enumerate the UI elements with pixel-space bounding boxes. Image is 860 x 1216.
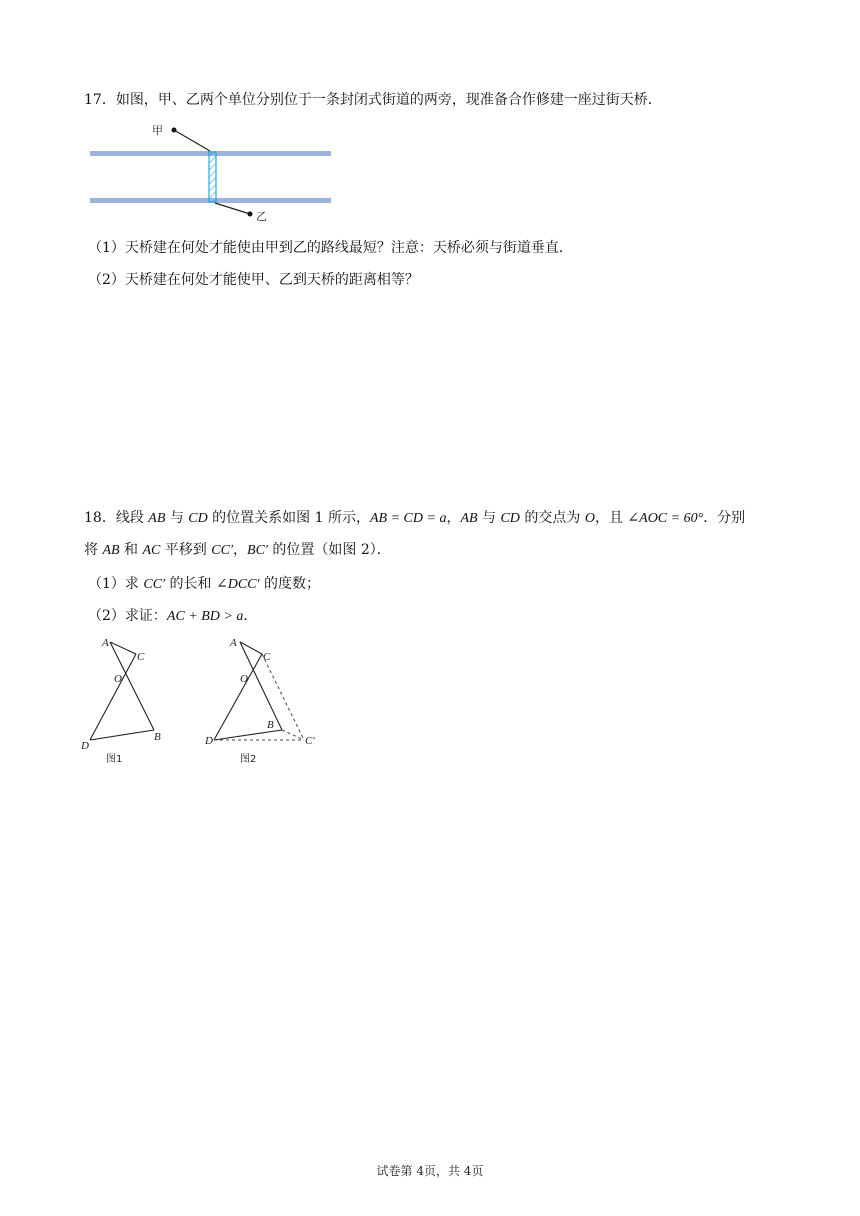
label-C: C — [263, 651, 271, 663]
segment-AC — [110, 642, 136, 654]
math: ∠DCC′ — [216, 577, 260, 592]
label-Cprime: C′ — [305, 735, 315, 747]
text: 和 — [119, 542, 143, 558]
math: O — [584, 511, 595, 526]
label-O: O — [114, 673, 122, 685]
math: ∠AOC = 60° — [627, 511, 704, 526]
segment-DB — [90, 730, 154, 740]
text: （2）求证： — [88, 608, 167, 624]
text: ， — [233, 542, 248, 558]
text: 的长和 — [165, 576, 217, 592]
label-D: D — [205, 735, 213, 747]
label-yi: 乙 — [256, 210, 267, 223]
label-D: D — [81, 740, 89, 752]
text: ， — [446, 510, 461, 526]
segment-AB — [110, 642, 154, 730]
q18-line1 — [84, 508, 745, 529]
text: 的位置关系如图 1 所示， — [207, 510, 370, 526]
math: CC′ — [211, 543, 234, 558]
page-footer: 试卷第 4页，共 4页 — [376, 1164, 484, 1178]
text: 将 — [84, 542, 103, 558]
text: 平移到 — [160, 542, 212, 558]
text: 的度数； — [259, 576, 321, 592]
q18-figure-2 — [200, 632, 330, 768]
q17-stem: 17．如图，甲、乙两个单位分别位于一条封闭式街道的两旁，现准备合作修建一座过街天桥． — [84, 92, 662, 108]
label-C: C — [137, 651, 145, 663]
text: ． — [243, 608, 258, 624]
q18-part2 — [88, 606, 257, 627]
math: AB — [102, 543, 120, 558]
label-B: B — [267, 719, 274, 731]
path-yi — [215, 203, 250, 214]
text: 的位置（如图 2）． — [267, 542, 391, 558]
q18-line2 — [84, 540, 391, 561]
math: BC′ — [247, 543, 268, 558]
math: AB — [148, 511, 166, 526]
label-O: O — [240, 673, 248, 685]
figure-1-caption: 图1 — [106, 754, 123, 765]
bridge — [209, 152, 216, 202]
point-yi — [248, 212, 253, 217]
math: CD — [188, 511, 208, 526]
math: AB = CD = a — [370, 511, 447, 526]
segment-CD — [214, 654, 262, 740]
label-A: A — [102, 637, 109, 649]
math: AC — [142, 543, 161, 558]
label-B: B — [154, 731, 161, 743]
text: ．分别 — [703, 510, 746, 526]
path-jia — [174, 130, 210, 151]
text: 的交点为 — [519, 510, 585, 526]
segment-CD — [90, 654, 136, 740]
text: 与 — [165, 510, 189, 526]
text: 与 — [477, 510, 501, 526]
label-jia: 甲 — [152, 124, 163, 137]
q17-part2: （2）天桥建在何处才能使甲、乙到天桥的距离相等？ — [88, 272, 419, 288]
point-jia — [172, 128, 177, 133]
q17-part1: （1）天桥建在何处才能使由甲到乙的路线最短？注意：天桥必须与街道垂直． — [88, 240, 573, 256]
q18-part1 — [88, 574, 320, 595]
segment-DB — [214, 730, 282, 740]
q18-figure-1 — [74, 632, 184, 768]
math: CD — [500, 511, 520, 526]
text: （1）求 — [88, 576, 144, 592]
math: CC′ — [143, 577, 166, 592]
label-A: A — [230, 637, 237, 649]
math: AB — [460, 511, 478, 526]
figure-2-caption: 图2 — [240, 754, 257, 765]
text: 18．线段 — [84, 510, 149, 526]
text: ，且 — [594, 510, 628, 526]
math: AC + BD > a — [166, 609, 244, 624]
segment-BCp — [282, 730, 304, 740]
q17-figure — [84, 118, 344, 228]
